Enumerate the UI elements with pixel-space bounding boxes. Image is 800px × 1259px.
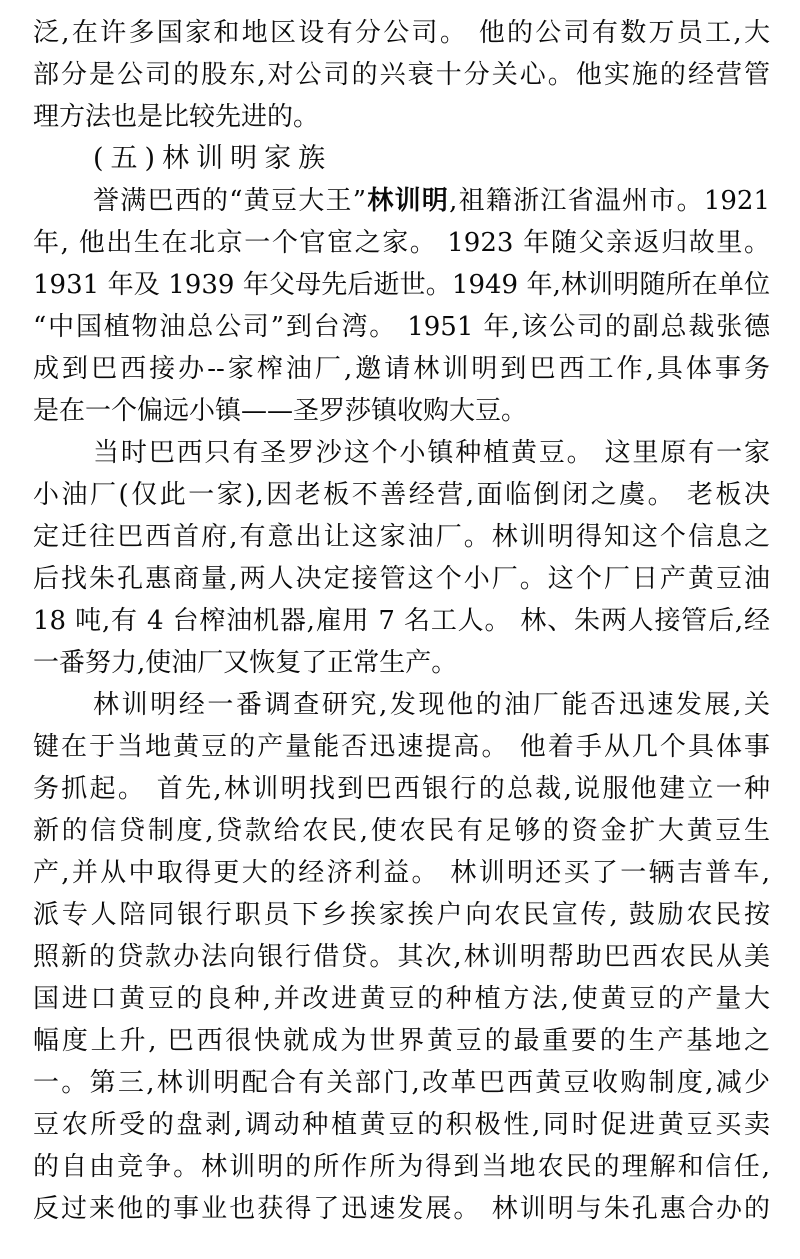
text-line bbox=[33, 390, 770, 432]
text-line bbox=[33, 600, 770, 642]
body-text: 当时巴西只有圣罗沙这个小镇种植黄豆。 这里原有一家 bbox=[93, 438, 770, 468]
body-text: 后找朱孔惠商量,两人决定接管这个小厂。这个厂日产黄豆油 bbox=[33, 564, 770, 594]
body-text: 一番努力,使油厂又恢复了正常生产。 bbox=[33, 648, 458, 678]
body-text: 誉满巴西的“黄豆大王” bbox=[93, 186, 367, 216]
text-line bbox=[33, 978, 770, 1020]
body-text: 泛,在许多国家和地区设有分公司。 他的公司有数万员工,大 bbox=[33, 18, 770, 48]
text-line bbox=[33, 894, 770, 936]
text-line bbox=[33, 12, 770, 54]
text-line bbox=[33, 1062, 770, 1104]
text-line bbox=[33, 684, 770, 726]
body-text: 成到巴西接办--家榨油厂,邀请林训明到巴西工作,具体事务 bbox=[33, 354, 770, 384]
body-text: 照新的贷款办法向银行借贷。其次,林训明帮助巴西农民从美 bbox=[33, 942, 770, 972]
body-text: (五)林训明家族 bbox=[93, 143, 333, 174]
body-text: 定迁往巴西首府,有意出让这家油厂。林训明得知这个信息之 bbox=[33, 522, 770, 552]
text-line bbox=[33, 768, 770, 810]
text-line bbox=[33, 180, 770, 222]
body-text: 的自由竞争。林训明的所作所为得到当地农民的理解和信任, bbox=[33, 1152, 770, 1182]
text-line bbox=[33, 1146, 770, 1188]
body-text: 小油厂(仅此一家),因老板不善经营,面临倒闭之虞。 老板决 bbox=[33, 480, 770, 510]
body-text: 幅度上升, 巴西很快就成为世界黄豆的最重要的生产基地之 bbox=[33, 1026, 770, 1056]
text-line bbox=[33, 558, 770, 600]
body-text: 派专人陪同银行职员下乡挨家挨户向农民宣传, 鼓励农民按 bbox=[33, 900, 770, 930]
text-line bbox=[33, 642, 770, 684]
section-heading bbox=[33, 138, 770, 180]
text-line bbox=[33, 306, 770, 348]
text-line bbox=[33, 264, 770, 306]
body-text: 务抓起。 首先,林训明找到巴西银行的总裁,说服他建立一种 bbox=[33, 774, 770, 804]
text-line bbox=[33, 222, 770, 264]
text-line bbox=[33, 810, 770, 852]
body-text: 一。第三,林训明配合有关部门,改革巴西黄豆收购制度,减少 bbox=[33, 1068, 770, 1098]
body-text: 是在一个偏远小镇——圣罗莎镇收购大豆。 bbox=[33, 396, 528, 426]
text-line bbox=[33, 726, 770, 768]
text-line bbox=[33, 474, 770, 516]
text-line bbox=[33, 96, 770, 138]
body-text: “中国植物油总公司”到台湾。 1951 年,该公司的副总裁张德 bbox=[33, 312, 770, 342]
text-line bbox=[33, 1188, 770, 1230]
text-block bbox=[33, 12, 770, 1230]
body-text: 18 吨,有 4 台榨油机器,雇用 7 名工人。 林、朱两人接管后,经 bbox=[33, 606, 770, 636]
body-text: 反过来他的事业也获得了迅速发展。 林训明与朱孔惠合办的 bbox=[33, 1194, 770, 1224]
body-text: 国进口黄豆的良种,并改进黄豆的种植方法,使黄豆的产量大 bbox=[33, 984, 770, 1014]
body-text: 林训明经一番调查研究,发现他的油厂能否迅速发展,关 bbox=[93, 690, 770, 720]
text-line bbox=[33, 348, 770, 390]
text-line bbox=[33, 432, 770, 474]
body-text: 键在于当地黄豆的产量能否迅速提高。 他着手从几个具体事 bbox=[33, 732, 770, 762]
body-text: 1931 年及 1939 年父母先后逝世。1949 年,林训明随所在单位 bbox=[33, 270, 770, 300]
text-line bbox=[33, 54, 770, 96]
bold-name-text: 林训明 bbox=[366, 186, 450, 216]
text-line bbox=[33, 1020, 770, 1062]
body-text: 豆农所受的盘剥,调动种植黄豆的积极性,同时促进黄豆买卖 bbox=[33, 1110, 770, 1140]
body-text: 理方法也是比较先进的。 bbox=[33, 102, 320, 132]
body-text: 新的信贷制度,贷款给农民,使农民有足够的资金扩大黄豆生 bbox=[33, 816, 770, 846]
text-line bbox=[33, 852, 770, 894]
body-text: 部分是公司的股东,对公司的兴衰十分关心。他实施的经营管 bbox=[33, 60, 770, 90]
body-text: 年, 他出生在北京一个官宦之家。 1923 年随父亲返归故里。 bbox=[33, 228, 770, 258]
text-line bbox=[33, 936, 770, 978]
text-line bbox=[33, 516, 770, 558]
body-text: 产,并从中取得更大的经济利益。 林训明还买了一辆吉普车, bbox=[33, 858, 770, 888]
text-line bbox=[33, 1104, 770, 1146]
body-text: ,祖籍浙江省温州市。1921 bbox=[449, 186, 770, 216]
